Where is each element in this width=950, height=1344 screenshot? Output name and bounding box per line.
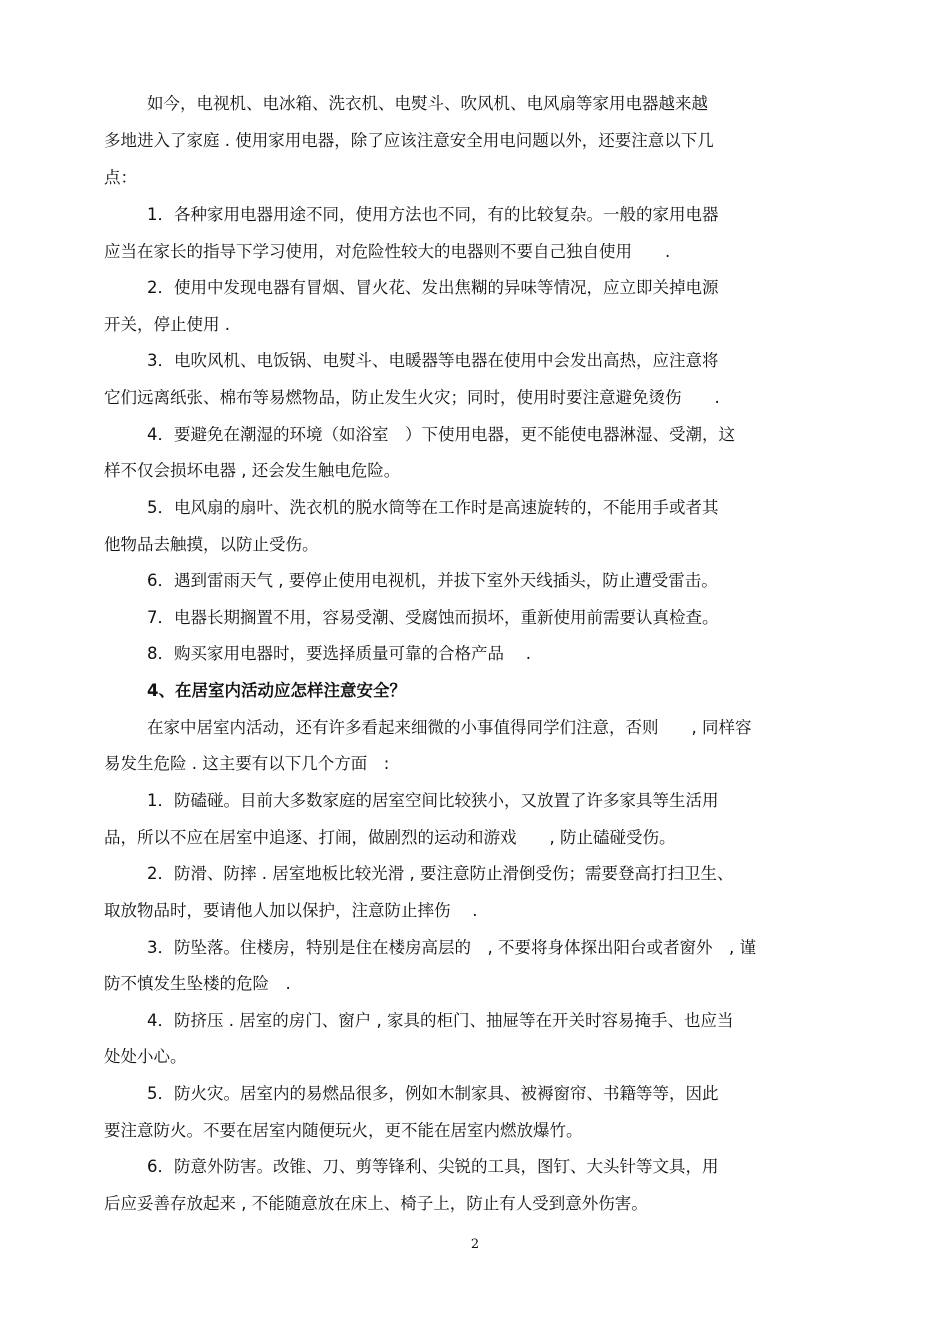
paragraph-intro: 如今，电视机、电冰箱、洗衣机、电熨斗、吹风机、电风扇等家用电器越来越 (147, 94, 708, 113)
list-item: 4．防挤压 . 居室的房门、窗户 , 家具的柜门、抽屉等在开关时容易掩手、也应当 (147, 1011, 734, 1030)
list-item: 5．电风扇的扇叶、洗衣机的脱水筒等在工作时是高速旋转的，不能用手或者其 (147, 498, 719, 517)
list-item: 3．防坠落。住楼房，特别是住在楼房高层的 , 不要将身体探出阳台或者窗外 , 谨 (147, 938, 756, 957)
list-item: 它们远离纸张、棉布等易燃物品，防止发生火灾；同时，使用时要注意避免烫伤 . (104, 388, 720, 407)
list-item: 6．防意外防害。改锥、刀、剪等锋利、尖锐的工具，图钉、大头针等文具，用 (147, 1157, 719, 1176)
list-item: 防不慎发生坠楼的危险 . (104, 974, 291, 993)
list-item: 开关，停止使用 . (104, 315, 230, 334)
list-item: 8．购买家用电器时，要选择质量可靠的合格产品 . (147, 644, 531, 663)
paragraph-intro: 点： (104, 168, 137, 187)
list-item: 品，所以不应在居室中追逐、打闹，做剧烈的运动和游戏 , 防止磕碰受伤。 (104, 828, 676, 847)
list-item: 他物品去触摸，以防止受伤。 (104, 535, 319, 554)
list-item: 后应妥善存放起来 , 不能随意放在床上、椅子上，防止有人受到意外伤害。 (104, 1194, 648, 1213)
page-number: 2 (470, 1237, 480, 1252)
list-item: 样不仅会损坏电器 , 还会发生触电危险。 (104, 461, 401, 480)
list-item: 3．电吹风机、电饭锅、电熨斗、电暖器等电器在使用中会发出高热，应注意将 (147, 351, 719, 370)
list-item: 应当在家长的指导下学习使用，对危险性较大的电器则不要自己独自使用 . (104, 242, 671, 261)
list-item: 5．防火灾。居室内的易燃品很多，例如木制家具、被褥窗帘、书籍等等，因此 (147, 1084, 719, 1103)
list-item: 2．使用中发现电器有冒烟、冒火花、发出焦糊的异味等情况，应立即关掉电源 (147, 278, 719, 297)
paragraph-section-intro: 在家中居室内活动，还有许多看起来细微的小事值得同学们注意，否则 , 同样容 (147, 718, 752, 737)
list-item: 取放物品时，要请他人加以保护，注意防止摔伤 . (104, 901, 478, 920)
list-item: 处处小心。 (104, 1047, 187, 1066)
list-item: 7．电器长期搁置不用，容易受潮、受腐蚀而损坏，重新使用前需要认真检查。 (147, 608, 719, 627)
paragraph-section-intro: 易发生危险 . 这主要有以下几个方面 : (104, 754, 390, 773)
list-item: 1．防磕碰。目前大多数家庭的居室空间比较狭小，又放置了许多家具等生活用 (147, 791, 719, 810)
list-item: 要注意防火。不要在居室内随便玩火，更不能在居室内燃放爆竹。 (104, 1121, 583, 1140)
list-item: 2．防滑、防摔 . 居室地板比较光滑 , 要注意防止滑倒受伤；需要登高打扫卫生、 (147, 864, 734, 883)
list-item: 4．要避免在潮湿的环境（如浴室 ）下使用电器，更不能使电器淋湿、受潮，这 (147, 425, 735, 444)
list-item: 1．各种家用电器用途不同，使用方法也不同，有的比较复杂。一般的家用电器 (147, 205, 719, 224)
section-heading: 4、在居室内活动应怎样注意安全？ (147, 681, 406, 700)
paragraph-intro: 多地进入了家庭 . 使用家用电器，除了应该注意安全用电问题以外，还要注意以下几 (104, 131, 714, 150)
list-item: 6．遇到雷雨天气 , 要停止使用电视机，并拔下室外天线插头，防止遭受雷击。 (147, 571, 718, 590)
